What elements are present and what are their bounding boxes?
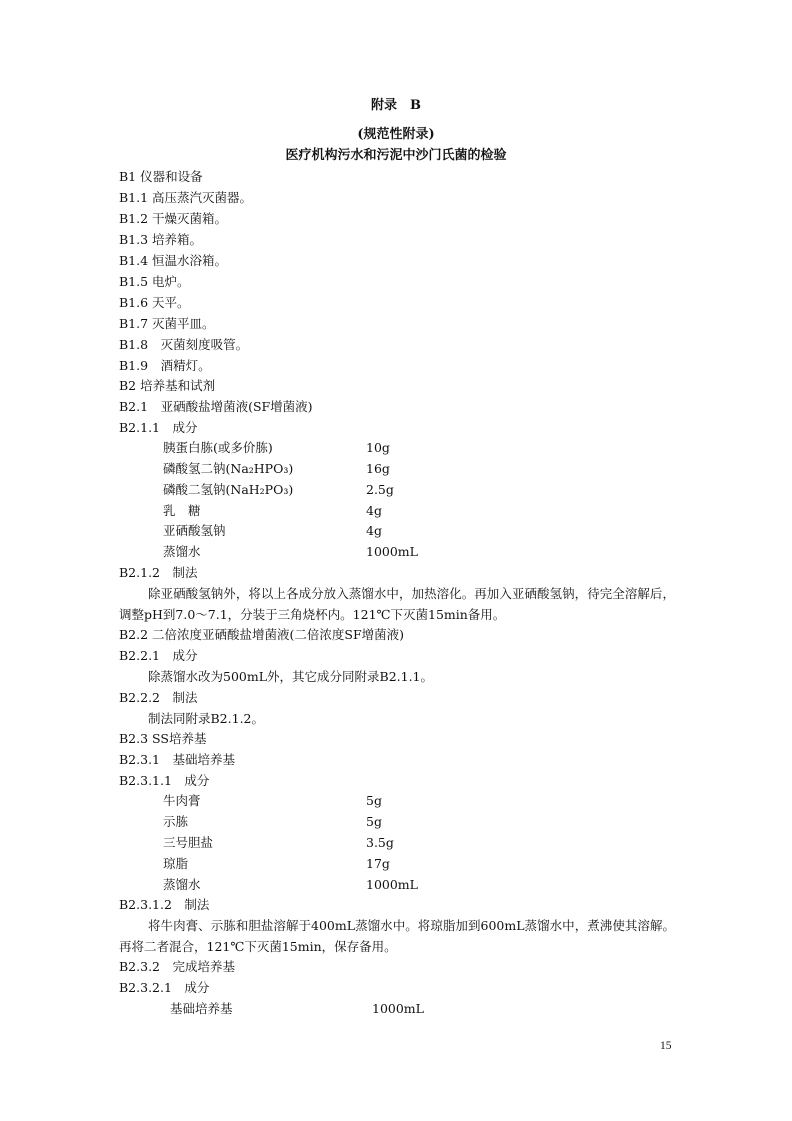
section-b2311-heading: B2.3.1.1 成分	[119, 773, 210, 788]
paragraph: 除蒸馏水改为500mL外，其它成分同附录B2.1.1。	[148, 669, 434, 684]
section-b2312-heading: B2.3.1.2 制法	[119, 897, 210, 912]
section-b222-heading: B2.2.2 制法	[119, 690, 198, 705]
ingredient-name: 蒸馏水	[163, 544, 201, 559]
paragraph: 除亚硒酸氢钠外，将以上各成分放入蒸馏水中，加热溶化。再加入亚硒酸氢钠，待完全溶解后，调整pH到7.0～7.1，分装于三角烧杯内。121℃下灭菌15min备用。	[119, 586, 675, 622]
section-b221-heading: B2.2.1 成分	[119, 648, 198, 663]
ingredient-name: 三号胆盐	[163, 835, 214, 850]
ingredient-amount: 5g	[366, 814, 382, 829]
section-b21-heading: B2.1 亚硒酸盐增菌液(SF增菌液)	[119, 399, 313, 414]
page-title: 医疗机构污水和污泥中沙门氏菌的检验	[285, 148, 507, 163]
ingredient-name: 亚硒酸氢钠	[163, 523, 226, 538]
list-item: B1.5 电炉。	[119, 274, 190, 289]
ingredient-amount: 5g	[366, 793, 382, 808]
ingredient-name: 乳 糖	[163, 503, 201, 518]
paragraph: 将牛肉膏、示胨和胆盐溶解于400mL蒸馏水中。将琼脂加到600mL蒸馏水中，煮沸使其溶解。再将二者混合，121℃下灭菌15min，保存备用。	[119, 918, 675, 954]
page-number: 15	[660, 1040, 672, 1052]
ingredient-name: 蒸馏水	[163, 877, 201, 892]
section-b211-heading: B2.1.1 成分	[119, 420, 198, 435]
list-item: B1.3 培养箱。	[119, 232, 203, 247]
appendix-label: 附录 B	[371, 98, 421, 113]
ingredient-amount: 2.5g	[366, 482, 394, 497]
ingredient-name: 琼脂	[163, 856, 189, 871]
section-b22-heading: B2.2 二倍浓度亚硒酸盐增菌液(二倍浓度SF增菌液)	[119, 627, 405, 642]
list-item: B1.1 高压蒸汽灭菌器。	[119, 190, 253, 205]
list-item: B1.6 天平。	[119, 295, 190, 310]
section-b23-heading: B2.3 SS培养基	[119, 731, 207, 746]
section-b231-heading: B2.3.1 基础培养基	[119, 752, 235, 767]
section-b212-heading: B2.1.2 制法	[119, 565, 198, 580]
ingredient-amount: 1000mL	[366, 544, 418, 559]
list-item: B1.2 干燥灭菌箱。	[119, 211, 228, 226]
ingredient-name: 磷酸氢二钠(Na₂HPO₃)	[163, 461, 294, 476]
ingredient-amount: 10g	[366, 440, 390, 455]
ingredient-amount: 16g	[366, 461, 390, 476]
section-b1-heading: B1 仪器和设备	[119, 169, 203, 184]
ingredient-amount: 4g	[366, 503, 382, 518]
ingredient-amount: 17g	[366, 856, 390, 871]
list-item: B1.4 恒温水浴箱。	[119, 253, 228, 268]
list-item: B1.8 灭菌刻度吸管。	[119, 337, 249, 352]
list-item: B1.7 灭菌平皿。	[119, 316, 215, 331]
ingredient-amount: 1000mL	[366, 877, 418, 892]
list-item: B1.9 酒精灯。	[119, 358, 211, 373]
ingredient-amount: 4g	[366, 523, 382, 538]
ingredient-name: 示胨	[163, 814, 189, 829]
section-b2-heading: B2 培养基和试剂	[119, 378, 216, 393]
ingredient-name: 胰蛋白胨(或多价胨)	[163, 440, 273, 455]
ingredient-amount: 1000mL	[372, 1001, 424, 1016]
section-b2321-heading: B2.3.2.1 成分	[119, 980, 210, 995]
section-b232-heading: B2.3.2 完成培养基	[119, 959, 235, 974]
ingredient-name: 基础培养基	[170, 1001, 233, 1016]
paragraph: 制法同附录B2.1.2。	[148, 711, 264, 726]
ingredient-name: 磷酸二氢钠(NaH₂PO₃)	[163, 482, 294, 497]
ingredient-amount: 3.5g	[366, 835, 394, 850]
ingredient-name: 牛肉膏	[163, 793, 201, 808]
normative-label: (规范性附录)	[357, 127, 435, 142]
